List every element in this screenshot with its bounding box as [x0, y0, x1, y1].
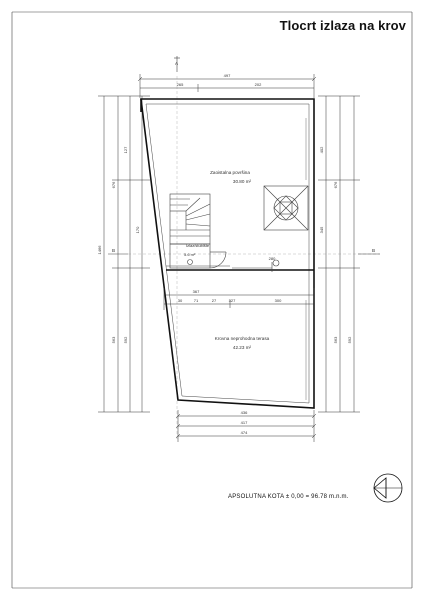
section-mark-right [358, 248, 380, 254]
building-outline [141, 99, 314, 408]
dim-bottom-1: 436 [240, 410, 248, 415]
dim-bottom-2: 417 [240, 420, 248, 425]
room-lower-name: Krovna neprohodna terasa [214, 336, 270, 341]
page-title: Tlocrt izlaza na krov [279, 18, 406, 33]
dim-left-1: 676 [111, 181, 116, 189]
dim-right-1: 402 [319, 146, 324, 154]
dim-mid-row2-2: 71 [193, 298, 199, 303]
dim-mid-row2-4: 327 [228, 298, 236, 303]
dim-right-2: 345 [319, 226, 324, 234]
section-mark-left-label: B [112, 248, 116, 253]
mid-dimensions [164, 256, 314, 310]
stair [170, 194, 210, 244]
room-upper-name: Zaoistalna površina [210, 170, 250, 175]
room-stair-name: Izlaz/stubište [186, 243, 210, 248]
dim-bottom-3: 474 [240, 430, 248, 435]
dim-top-part-1: 265 [176, 82, 184, 87]
dim-left-2: 563 [111, 336, 116, 344]
room-upper-area: 30.80 m² [232, 179, 252, 184]
section-mark-left [108, 248, 380, 254]
dim-mid-1: 367 [192, 289, 200, 294]
dim-left-5: 170 [135, 226, 140, 234]
north-arrow-icon [374, 474, 402, 502]
dim-top-total: 497 [223, 73, 231, 78]
skylight [264, 186, 308, 230]
dim-left-total: 1466 [97, 245, 102, 255]
absolute-level-note: APSOLUTNA KOTA ± 0,00 = 96.78 m.n.m. [228, 494, 349, 500]
dim-mid-row2-3: 27 [211, 298, 217, 303]
bottom-dimensions [176, 410, 316, 442]
section-mark-top-label: A [175, 61, 179, 66]
exit-room [170, 243, 226, 268]
dim-top-part-2: 202 [254, 82, 262, 87]
dim-right-4: 563 [333, 336, 338, 344]
room-stair-area: 5.6 m² [184, 252, 196, 257]
partition-wall [166, 260, 314, 272]
dim-mid-row2-1: 30 [177, 298, 183, 303]
section-mark-top [174, 56, 180, 440]
top-dimensions [138, 73, 316, 98]
dim-right-5: 592 [347, 336, 352, 344]
dim-mid-row2-5: 300 [274, 298, 282, 303]
dim-right-3: 676 [333, 181, 338, 189]
dim-small-5: 280 [268, 256, 276, 261]
dim-left-3: 592 [123, 336, 128, 344]
section-mark-right-label: B [372, 248, 376, 253]
dim-left-4: 127 [123, 146, 128, 154]
room-lower-area: 42.23 m² [232, 345, 252, 350]
